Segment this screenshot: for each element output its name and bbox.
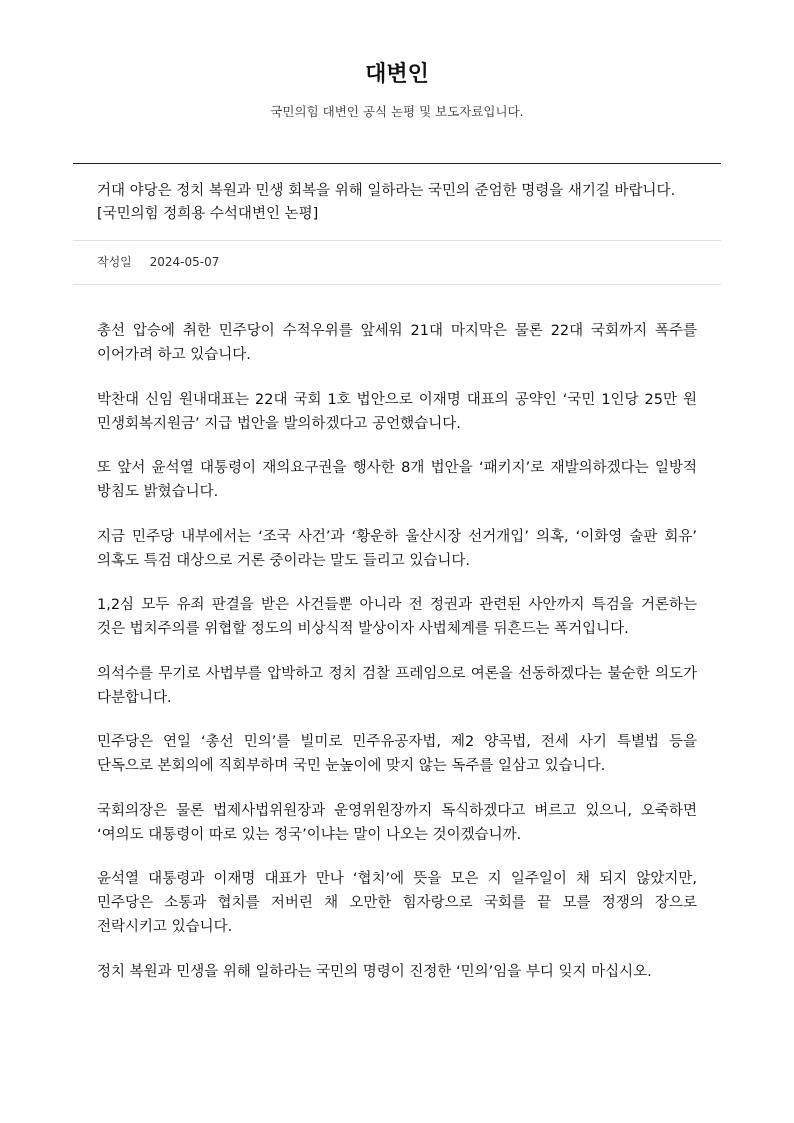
body-paragraph: 박찬대 신임 원내대표는 22대 국회 1호 법안으로 이재명 대표의 공약인 ‘국민 1인당 25만 원 민생회복지원금’ 지급 법안을 발의하겠다고 공언했습니다. [97,391,697,432]
body-paragraph: 윤석열 대통령과 이재명 대표가 만나 ‘협치’에 뜻을 모은 지 일주일이 채 되지 않았지만, 민주당은 소통과 협치를 저버린 채 오만한 힘자랑으로 국회를 끝 모를 정쟁의 장으로 전락시키고 있습니다. [97,871,697,935]
site-title: 대변인 [365,62,429,87]
body-paragraph: 국회의장은 물론 법제사법위원장과 운영위원장까지 독식하겠다고 벼르고 있으니, 오죽하면 ‘여의도 대통령이 따로 있는 정국’이냐는 말이 나오는 것이겠습니까. [97,802,697,843]
meta-divider [73,284,721,285]
body-paragraph: 민주당은 연일 ‘총선 민의’를 빌미로 민주유공자법, 제2 양곡법, 전세 사기 특별법 등을 단독으로 본회의에 직회부하며 국민 눈높이에 맞지 않는 독주를 일삼고 있습니다. [97,734,697,774]
date-label: 작성일 [97,255,132,269]
body-paragraph: 의석수를 무기로 사법부를 압박하고 정치 검찰 프레임으로 여론을 선동하겠다는 불순한 의도가 다분합니다. [97,665,697,706]
body-paragraph: 정치 복원과 민생을 위해 일하라는 국민의 명령이 진정한 ‘민의’임을 부디 잊지 마십시오. [97,963,652,980]
title-divider [73,240,721,241]
header-divider [73,163,721,164]
article-body [97,319,697,1004]
article-meta [97,253,219,271]
body-paragraph: 1,2심 모두 유죄 판결을 받은 사건들뿐 아니라 전 정권과 관련된 사안까지 특검을 거론하는 것은 법치주의를 위협할 정도의 비상식적 발상이자 사법체계를 뒤흔드는 폭거입니다. [97,597,697,637]
body-paragraph: 또 앞서 윤석열 대통령이 재의요구권을 행사한 8개 법안을 ‘패키지’로 재발의하겠다는 일방적 방침도 밝혔습니다. [97,460,697,500]
site-subtitle: 국민의힘 대변인 공식 논평 및 보도자료입니다. [270,104,524,119]
body-paragraph: 지금 민주당 내부에서는 ‘조국 사건’과 ‘황운하 울산시장 선거개입’ 의혹, ‘이화영 술판 회유’ 의혹도 특검 대상으로 거론 중이라는 말도 들리고 있습니다. [97,528,697,569]
body-paragraph: 총선 압승에 취한 민주당이 수적우위를 앞세워 21대 마지막은 물론 22대 국회까지 폭주를 이어가려 하고 있습니다. [97,323,697,363]
article-title: 거대 야당은 정치 복원과 민생 회복을 위해 일하라는 국민의 준엄한 명령을 새기길 바랍니다. [국민의힘 정희용 수석대변인 논평] [97,183,676,222]
date-value: 2024-05-07 [149,255,220,269]
